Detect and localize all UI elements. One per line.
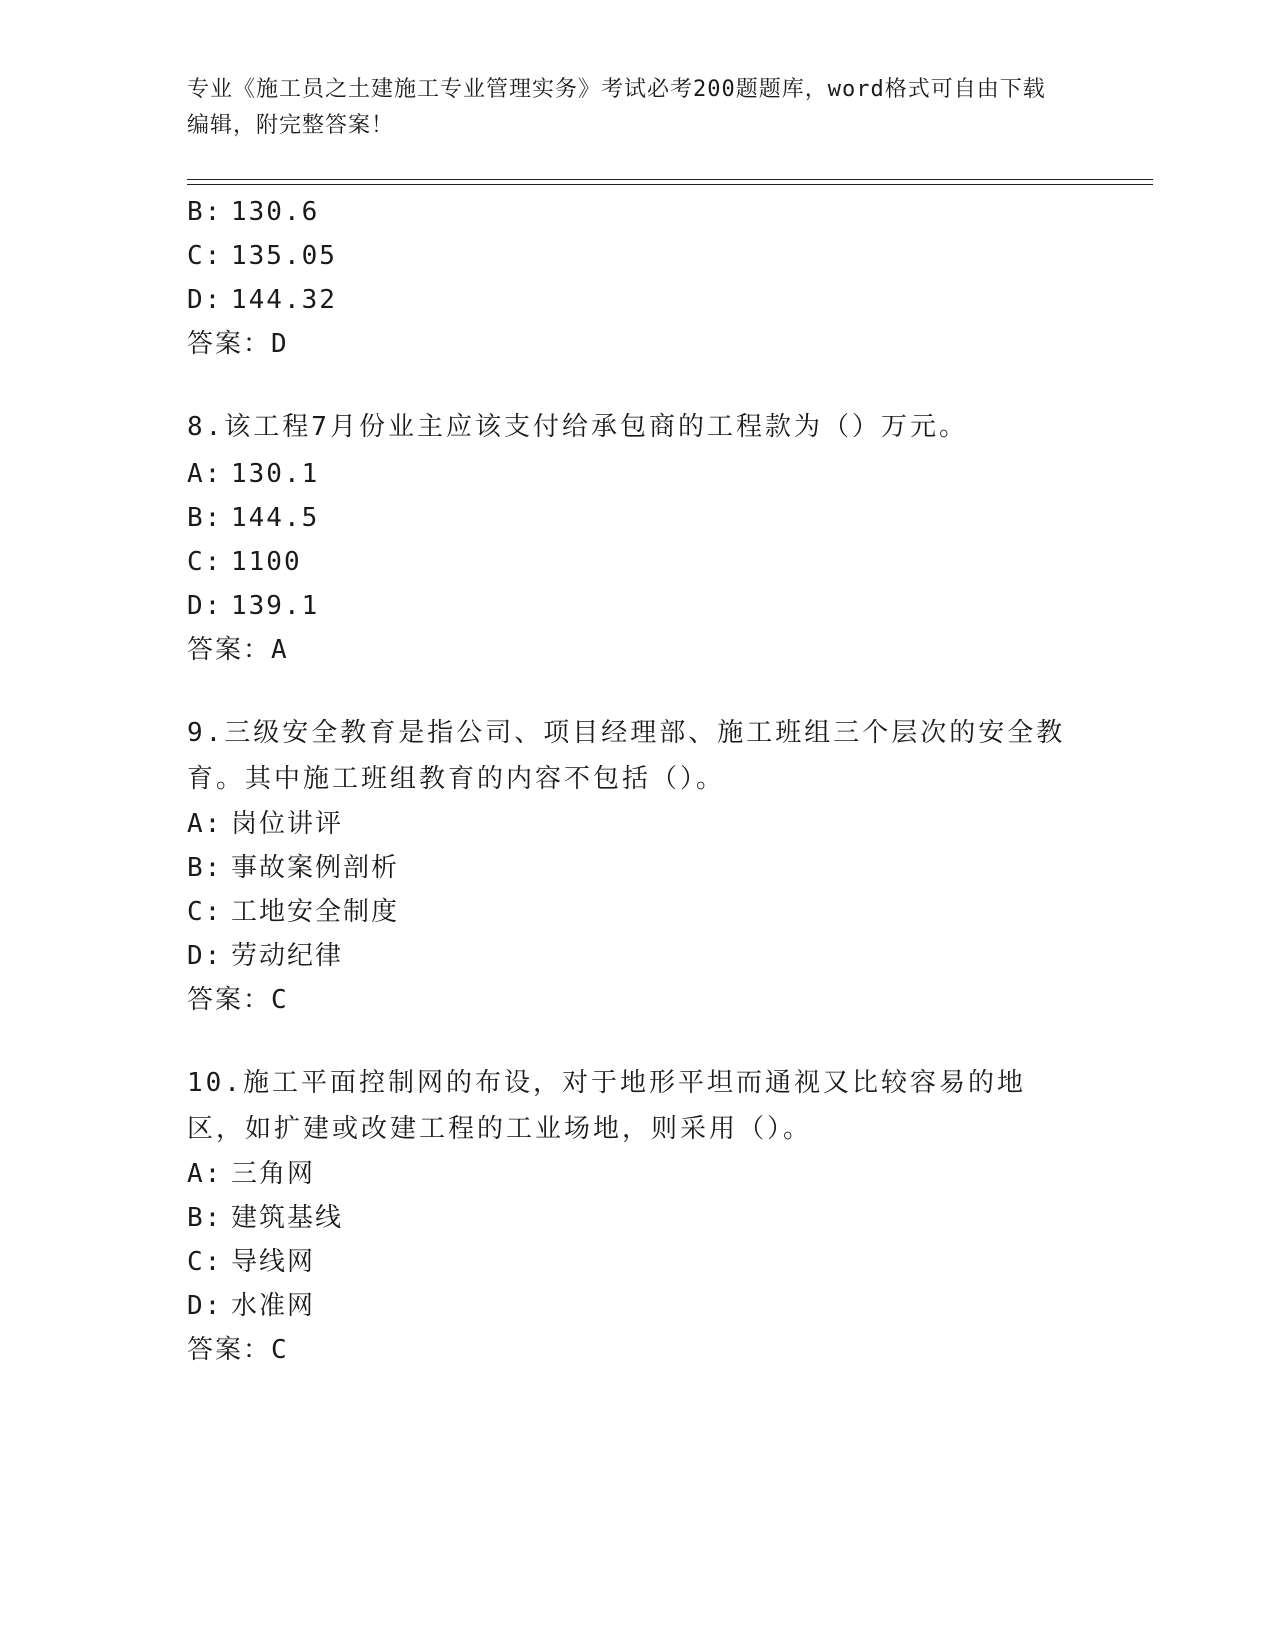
option-letter: D:: [187, 941, 223, 971]
option-letter: D:: [187, 591, 223, 621]
option-a: [187, 1154, 315, 1194]
option-value: 135.05: [231, 241, 337, 271]
option-letter: B:: [187, 503, 223, 533]
option-value: 三角网: [231, 1159, 316, 1189]
option-letter: B:: [187, 853, 223, 883]
option-value: 建筑基线: [231, 1203, 344, 1233]
option-a: [187, 804, 343, 844]
option-value: 水准网: [231, 1291, 316, 1321]
option-letter: A:: [187, 809, 223, 839]
option-b: [187, 848, 399, 888]
option-letter: C:: [187, 241, 223, 271]
answer-line: 答案：D: [187, 329, 289, 359]
answer-line: 答案：A: [187, 635, 289, 665]
option-b: [187, 192, 319, 232]
option-letter: A:: [187, 1159, 223, 1189]
option-d: [187, 280, 337, 320]
option-letter: A:: [187, 459, 223, 489]
document-header: 专业《施工员之土建施工专业管理实务》考试必考200题题库，word格式可自由下载编辑，附完整答案！: [187, 77, 1046, 138]
option-value: 144.32: [231, 285, 337, 315]
option-value: 事故案例剖析: [231, 853, 400, 883]
option-value: 1100: [231, 547, 302, 577]
option-d: [187, 936, 343, 976]
option-c: [187, 1242, 315, 1282]
option-d: [187, 586, 319, 626]
option-a: [187, 454, 319, 494]
option-c: [187, 892, 399, 932]
option-letter: D:: [187, 1291, 223, 1321]
option-letter: B:: [187, 197, 223, 227]
header-rule-top: [187, 179, 1153, 180]
question-text: 8.该工程7月份业主应该支付给承包商的工程款为（）万元。: [187, 412, 968, 442]
option-b: [187, 498, 319, 538]
answer-line: 答案：C: [187, 1335, 289, 1365]
option-letter: C:: [187, 547, 223, 577]
question-text: 9.三级安全教育是指公司、项目经理部、施工班组三个层次的安全教育。其中施工班组教育的内容不包括（）。: [187, 718, 1066, 794]
option-letter: B:: [187, 1203, 223, 1233]
answer-line: 答案：C: [187, 985, 289, 1015]
option-value: 工地安全制度: [231, 897, 400, 927]
option-value: 139.1: [231, 591, 320, 621]
option-value: 144.5: [231, 503, 320, 533]
option-b: [187, 1198, 343, 1238]
header-rule-bottom: [187, 184, 1153, 185]
option-c: [187, 542, 302, 582]
option-value: 劳动纪律: [231, 941, 344, 971]
option-letter: C:: [187, 1247, 223, 1277]
option-value: 130.1: [231, 459, 320, 489]
option-d: [187, 1286, 315, 1326]
option-c: [187, 236, 337, 276]
option-letter: C:: [187, 897, 223, 927]
question-text: 10.施工平面控制网的布设，对于地形平坦而通视又比较容易的地区，如扩建或改建工程的工业场地，则采用（）。: [187, 1068, 1026, 1144]
option-value: 130.6: [231, 197, 320, 227]
option-value: 岗位讲评: [231, 809, 344, 839]
option-value: 导线网: [231, 1247, 316, 1277]
option-letter: D:: [187, 285, 223, 315]
